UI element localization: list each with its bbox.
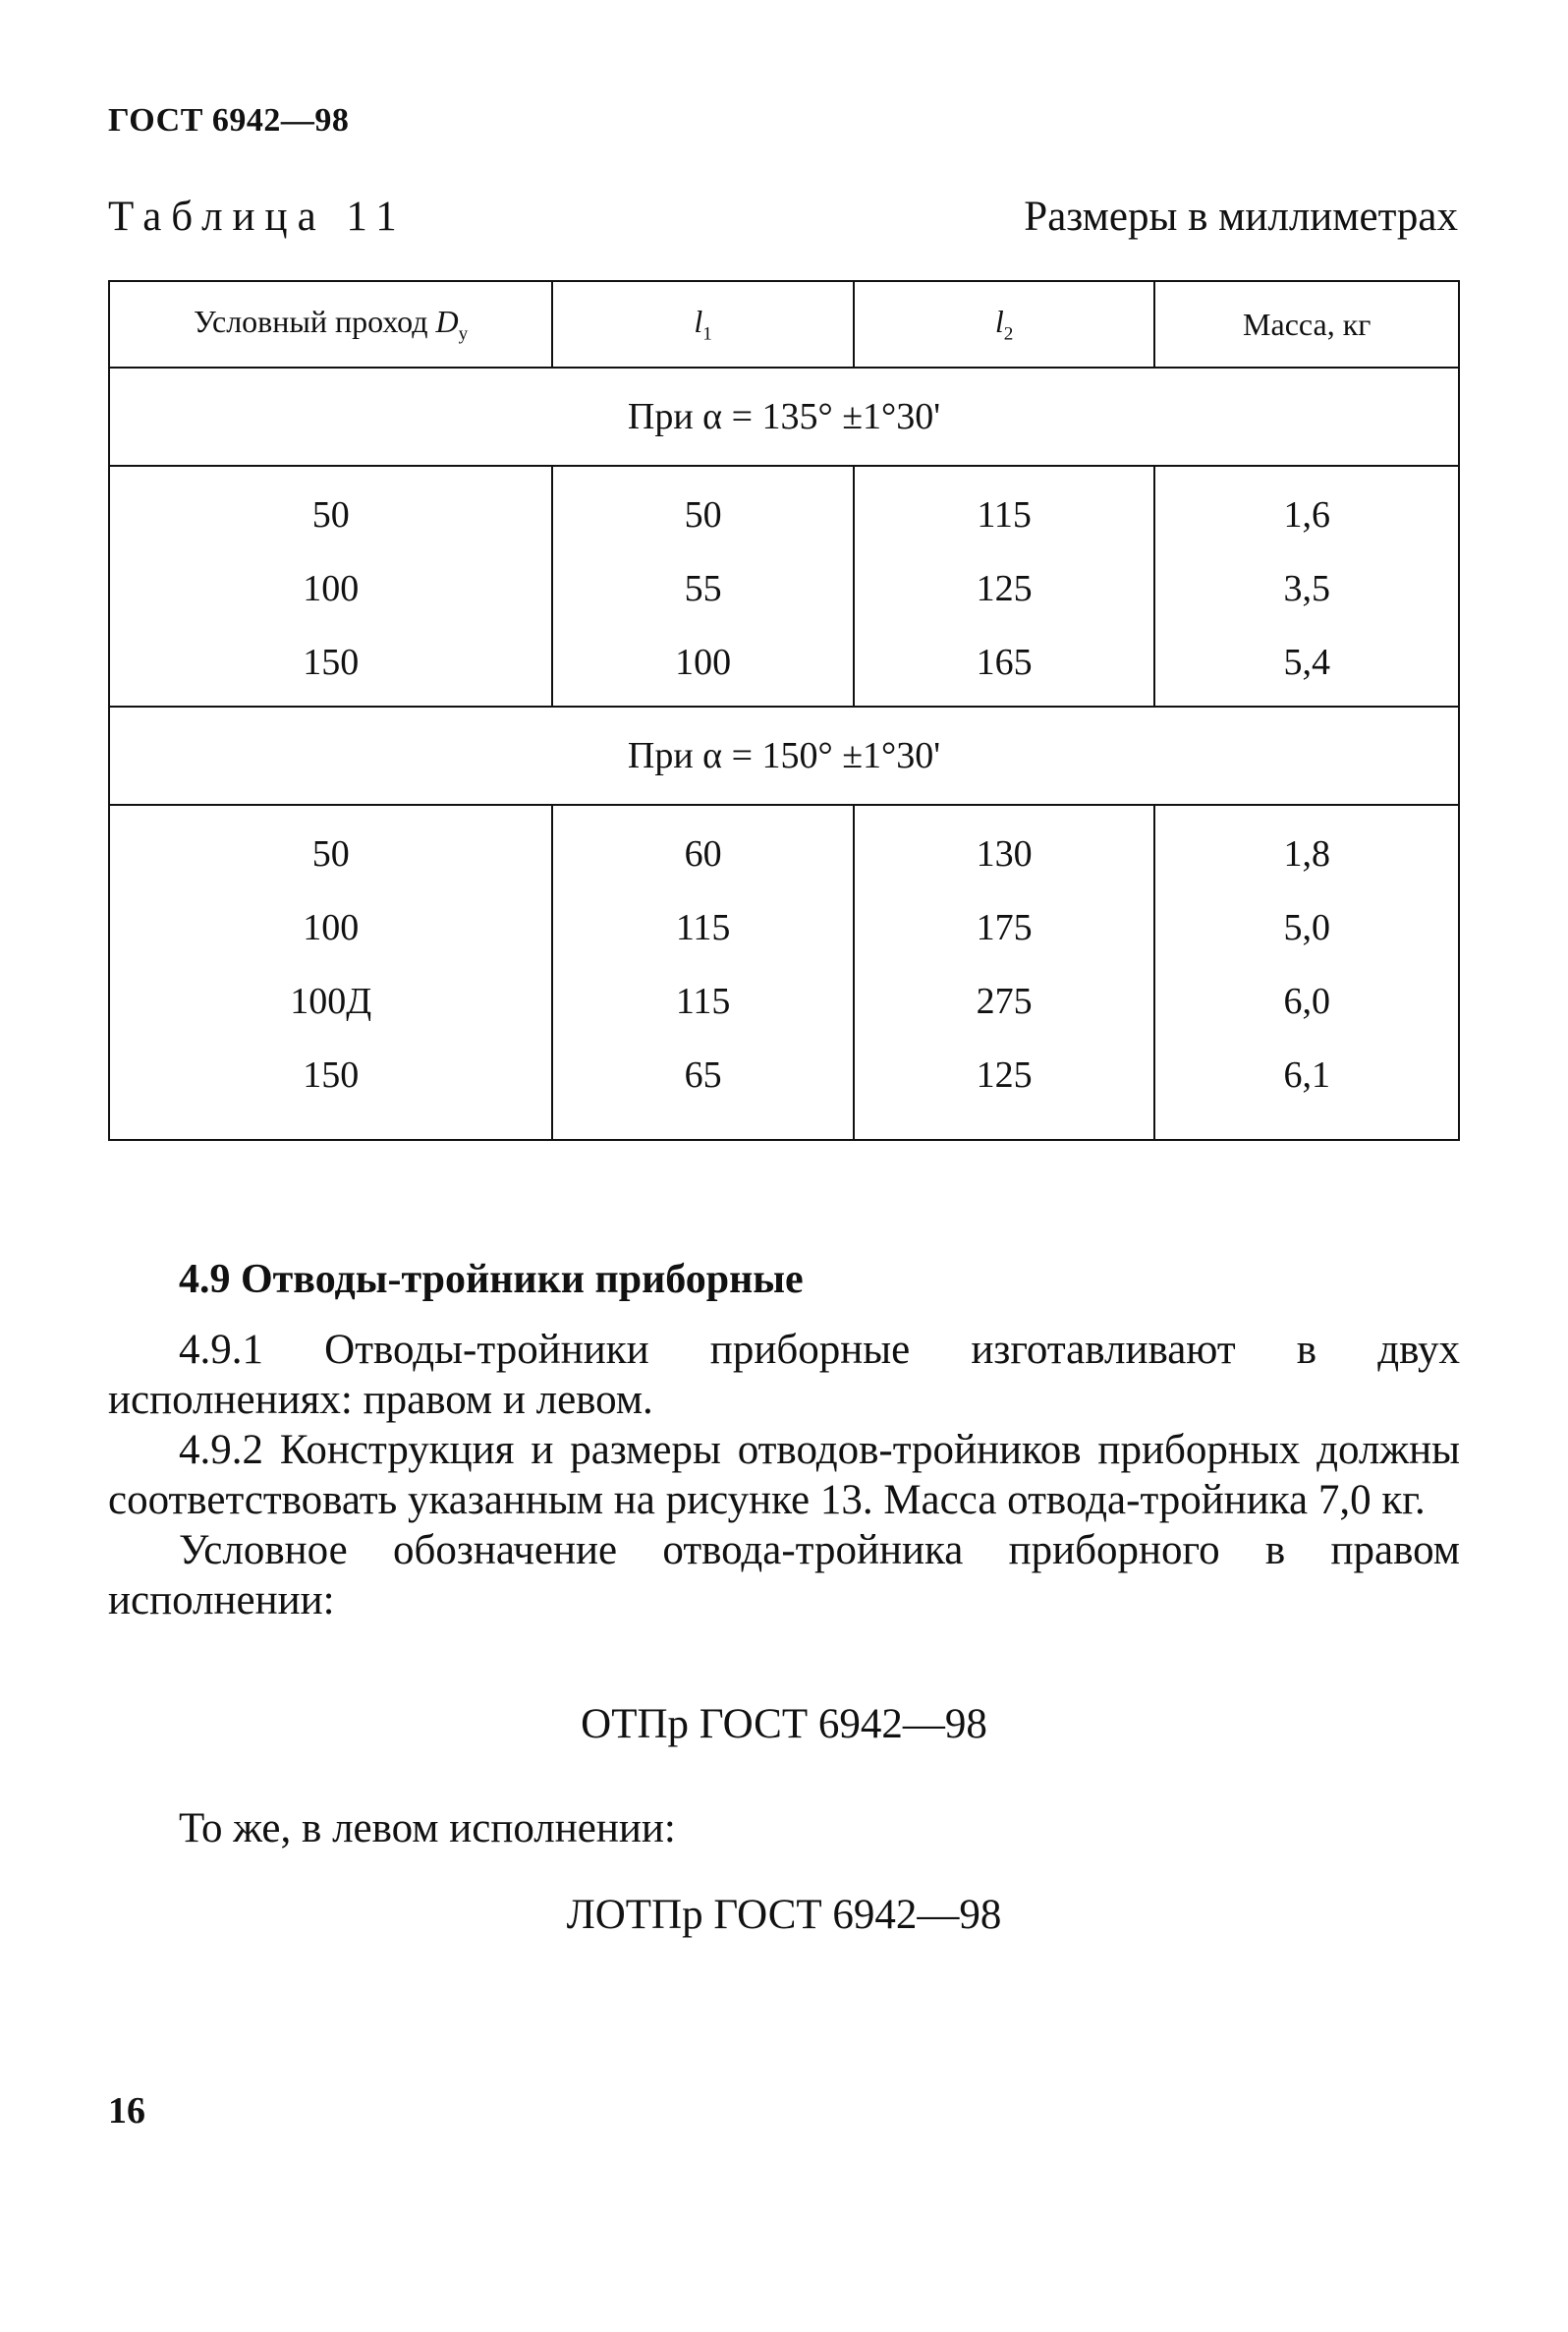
section-heading: 4.9 Отводы-тройники приборные [179, 1257, 804, 1302]
body-paragraphs [108, 1325, 1460, 1625]
mass-cell [1154, 805, 1459, 1140]
paragraph-designation-intro: Условное обозначение отвода-тройника приборного в правом исполнении: [108, 1527, 1460, 1623]
column-header-mass: Масса, кг [1154, 281, 1459, 368]
column-header-l2 [854, 281, 1155, 368]
table-cell: 65 [684, 1054, 722, 1096]
table-cell: 275 [976, 981, 1033, 1022]
l2-cell [854, 805, 1155, 1140]
column-header-dy [109, 281, 552, 368]
table-cell: 50 [684, 494, 722, 536]
table-cell: 60 [684, 833, 722, 875]
section-title-135: При α = 135° ±1°30' [109, 368, 1459, 466]
l1-cell [552, 466, 854, 707]
paragraph-4-9-1: 4.9.1 Отводы-тройники приборные изготавливают в двух исполнениях: правом и левом. [108, 1327, 1460, 1423]
dy-cell [109, 466, 552, 707]
mass-cell [1154, 466, 1459, 707]
table-cell: 150 [303, 1054, 360, 1096]
data-group-150 [109, 805, 1459, 1140]
table-cell: 50 [311, 494, 350, 536]
table-cell: 100Д [290, 981, 372, 1022]
dy-symbol: D [435, 303, 459, 339]
designation-right: ОТПр ГОСТ 6942—98 [581, 1701, 987, 1747]
dy-cell [109, 805, 552, 1140]
table-cell: 55 [684, 568, 722, 609]
dy-subscript: y [458, 323, 469, 345]
document-header: ГОСТ 6942—98 [108, 102, 350, 139]
designation-left: ЛОТПр ГОСТ 6942—98 [566, 1892, 1002, 1938]
l2-symbol: l [994, 303, 1004, 339]
l2-cell [854, 466, 1155, 707]
paragraph-4-9-2: 4.9.2 Конструкция и размеры отводов-тройников приборных должны соответствовать указанным на рисунке 13. Масса отвода-тройника 7,0 кг. [108, 1427, 1460, 1523]
table-cell: 6,1 [1283, 1054, 1330, 1096]
section-title-150: При α = 150° ±1°30' [109, 707, 1459, 805]
table-cell: 125 [976, 1054, 1033, 1096]
table-cell: 6,0 [1283, 981, 1330, 1022]
table-cell: 115 [675, 907, 731, 948]
paragraph-left-variant: То же, в левом исполнении: [179, 1805, 676, 1851]
table-cell: 125 [976, 568, 1033, 609]
table-cell: 50 [311, 833, 350, 875]
l1-symbol: l [694, 303, 703, 339]
l1-cell [552, 805, 854, 1140]
table-cell: 1,8 [1283, 833, 1330, 875]
table-cell: 115 [675, 981, 731, 1022]
section-row [109, 707, 1459, 805]
column-header-l1 [552, 281, 854, 368]
page-number: 16 [108, 2090, 145, 2132]
table-cell: 5,0 [1283, 907, 1330, 948]
table-cell: 175 [976, 907, 1033, 948]
table-cell: 5,4 [1283, 642, 1330, 683]
table-caption: Таблица 11 [108, 194, 407, 240]
table-cell: 115 [977, 494, 1032, 536]
table-cell: 1,6 [1283, 494, 1330, 536]
l2-subscript: 2 [1003, 323, 1014, 345]
table-cell: 100 [675, 642, 732, 683]
data-group-135 [109, 466, 1459, 707]
table-cell: 100 [303, 907, 360, 948]
table-cell: 3,5 [1283, 568, 1330, 609]
dimensions-table [108, 280, 1460, 1141]
table-cell: 165 [976, 642, 1033, 683]
units-caption: Размеры в миллиметрах [1024, 194, 1458, 240]
l1-subscript: 1 [702, 323, 712, 345]
table-header-row [109, 281, 1459, 368]
table-cell: 100 [303, 568, 360, 609]
table-cell: 150 [303, 642, 360, 683]
section-row [109, 368, 1459, 466]
table-cell: 130 [976, 833, 1033, 875]
dy-label: Условный проход [194, 303, 428, 339]
